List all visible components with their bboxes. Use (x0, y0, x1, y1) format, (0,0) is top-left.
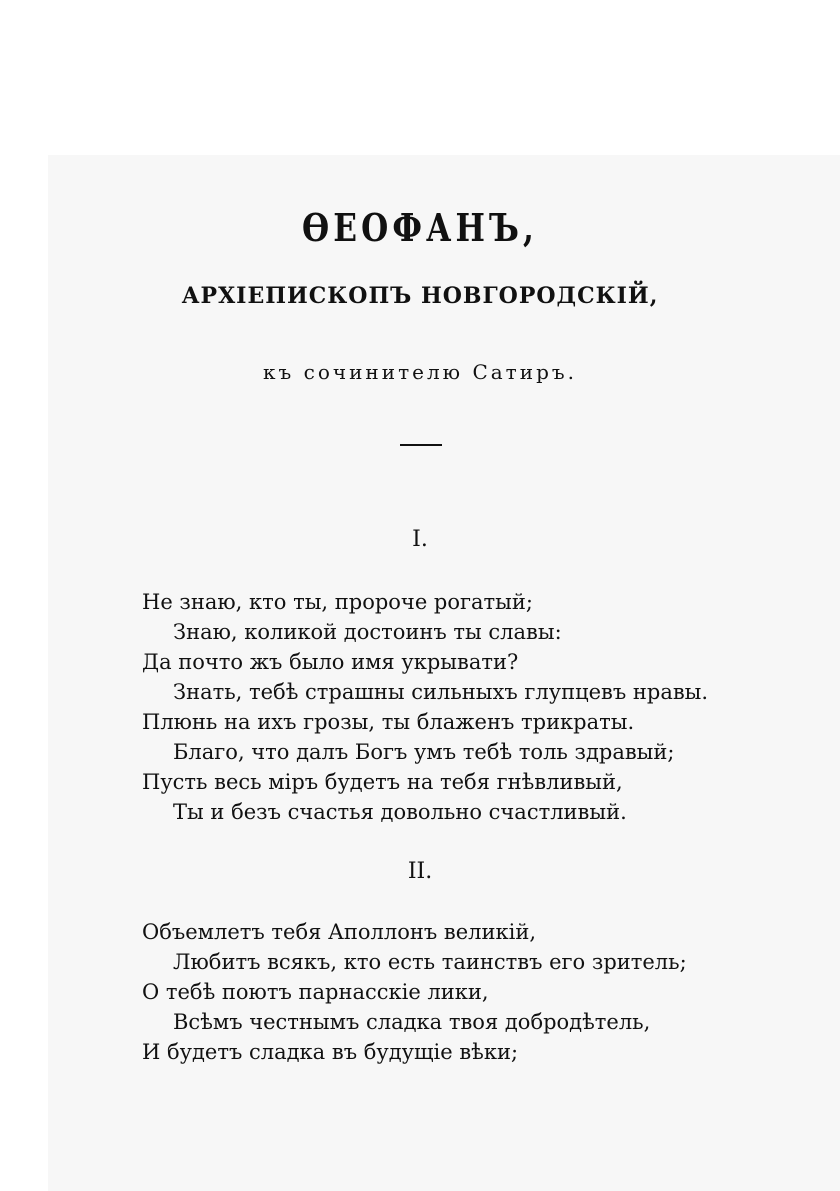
verse-line: Пусть весь міръ будетъ на тебя гнѣвливый, (142, 770, 623, 794)
poem-dedication: къ сочинителю Сатиръ. (263, 360, 577, 384)
verse-line: Не знаю, кто ты, пророче рогатый; (142, 590, 533, 614)
verse-line: Любитъ всякъ, кто есть таинствъ его зритель; (173, 950, 687, 974)
verse-line: Плюнь на ихъ грозы, ты блаженъ трикраты. (142, 710, 635, 734)
verse-line: О тебѣ поютъ парнасскіе лики, (142, 980, 489, 1004)
verse-line: Благо, что далъ Богъ умъ тебѣ толь здравый; (173, 740, 675, 764)
poem-subtitle: АРХІЕПИСКОПЪ НОВГОРОДСКІЙ, (181, 283, 659, 309)
verse-line: Всѣмъ честнымъ сладка твоя добродѣтель, (173, 1010, 651, 1034)
section-numeral-1: I. (412, 527, 428, 552)
section-numeral-2: II. (407, 859, 433, 884)
verse-line: Объемлетъ тебя Аполлонъ великій, (142, 920, 537, 944)
verse-line: Знаю, коликой достоинъ ты славы: (173, 620, 562, 644)
verse-line: Знать, тебѣ страшны сильныхъ глупцевъ нравы. (173, 680, 709, 704)
title-divider (400, 444, 442, 446)
verse-line: И будетъ сладка въ будущіе вѣки; (142, 1040, 519, 1064)
verse-line: Да почто жъ было имя укрывати? (142, 650, 519, 674)
verse-line: Ты и безъ счастья довольно счастливый. (173, 800, 627, 824)
poem-title: ѲЕОФАНЪ, (302, 205, 538, 250)
